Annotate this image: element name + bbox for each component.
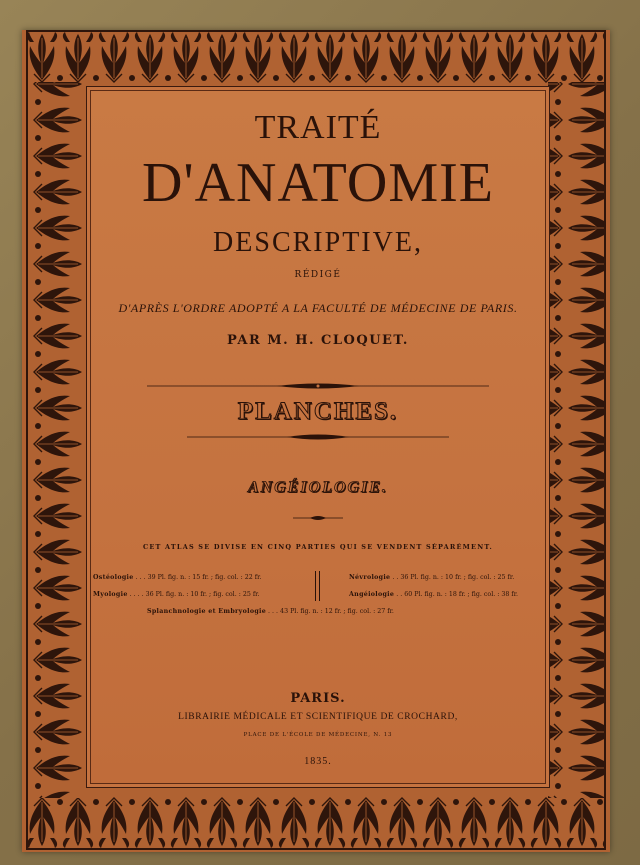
faculty-subtitle: D'APRÈS L'ORDRE ADOPTÉ A LA FACULTÉ DE MÉDECINE DE PARIS. (118, 301, 518, 315)
part-detail: . . . . 36 Pl. fig. n. : 10 fr. ; fig. col. : 25 fr. (129, 591, 260, 598)
author-line: PAR M. H. CLOQUET. (227, 333, 409, 348)
part-detail: . . . 39 Pl. fig. n. : 15 fr. ; fig. col. : 22 fr. (135, 574, 262, 581)
city-label: PARIS. (290, 691, 346, 706)
publication-year: 1835. (304, 756, 332, 767)
part-detail: . . 60 Pl. fig. n. : 18 fr. ; fig. col. : 38 fr. (396, 591, 519, 598)
title-line-descriptive: DESCRIPTIVE, (213, 227, 423, 258)
title-line-traite: TRAITÉ (254, 109, 382, 146)
planches-heading: PLANCHES. (237, 398, 399, 425)
section-heading: ANGÉIOLOGIE. (247, 479, 388, 496)
part-detail: . . 36 Pl. fig. n. : 10 fr. ; fig. col. : 25 fr. (392, 574, 515, 581)
part-detail: . . . 43 Pl. fig. n. : 12 fr. ; fig. col. : 27 fr. (268, 608, 394, 615)
upper-ornament-rule (147, 379, 489, 393)
part-name: Myologie (93, 591, 128, 598)
part-name: Ostéologie (93, 574, 134, 581)
publisher-line: LIBRAIRIE MÉDICALE ET SCIENTIFIQUE DE CROCHARD, (178, 712, 458, 722)
part-list-item (349, 591, 518, 598)
small-ornament (293, 514, 343, 522)
part-name: Angéiologie (349, 591, 395, 598)
lower-ornament-rule (187, 431, 449, 443)
title-line-anatomie: D'ANATOMIE (142, 152, 494, 214)
part-list-item (349, 574, 514, 581)
part-list-item (93, 574, 261, 581)
part-list-item (147, 608, 394, 615)
part-list-item (93, 591, 259, 598)
redige-label: RÉDIGÉ (294, 270, 342, 280)
title-plate (86, 86, 550, 788)
part-name: Névrologie (349, 574, 391, 581)
part-name: Splanchnologie et Embryologie (147, 608, 267, 615)
address-line: PLACE DE L'ÉCOLE DE MÉDECINE, N. 13 (243, 732, 393, 738)
column-separator (315, 571, 320, 601)
atlas-note: CET ATLAS SE DIVISE EN CINQ PARTIES QUI SE VENDENT SÉPARÉMENT. (142, 543, 493, 551)
